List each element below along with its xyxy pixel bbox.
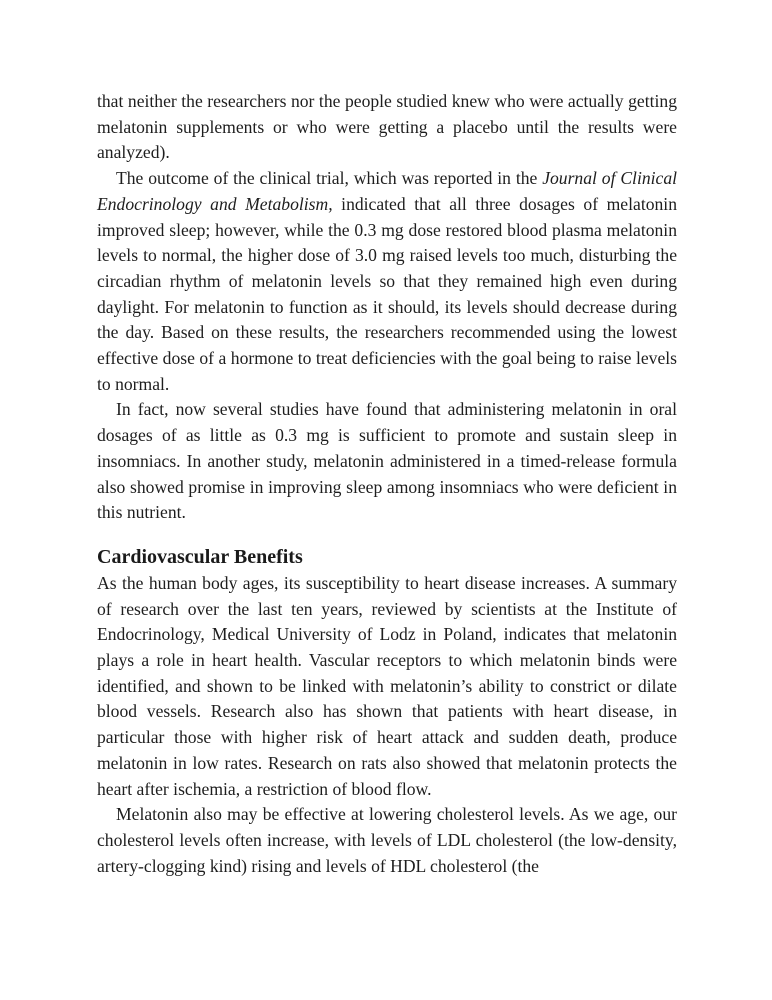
paragraph-cholesterol: Melatonin also may be effective at lowering cholesterol levels. As we age, our cholesterol levels often increase, with levels of LDL cholesterol (the low-density, artery-clogging kind) rising and levels of HDL cholesterol (the xyxy=(97,804,677,876)
page-body xyxy=(97,89,677,879)
paragraph-heart-disease: As the human body ages, its susceptibility to heart disease increases. A summary of research over the last ten years, reviewed by scientists at the Institute of Endocrinology, Medical University of Lodz in Poland, indicates that melatonin plays a role in heart health. Vascular receptors to which melatonin binds were identified, and shown to be linked with melatonin’s ability to constrict or dilate blood vessels. Research also has shown that patients with heart disease, in particular those with higher risk of heart attack and sudden death, produce melatonin in low rates. Research on rats also showed that melatonin protects the heart after ischemia, a restriction of blood flow. xyxy=(97,572,677,799)
paragraph-continuation: that neither the researchers nor the people studied knew who were actually getting melatonin supplements or who were getting a placebo until the results were analyzed). xyxy=(97,91,677,163)
paragraph-clinical-trial-outcome xyxy=(97,166,677,397)
journal-title: Journal of Clinical Endocrinology and Metabolism, xyxy=(97,168,678,214)
paragraph-text-after: indicated that all three dosages of melatonin improved sleep; however, while the 0.3 mg dose restored blood plasma melatonin levels to normal, the higher dose of 3.0 mg raised levels too much, disturbing the circadian rhythm of melatonin levels so that they remained high even during daylight. For melatonin to function as it should, its levels should decrease during the day. Based on these results, the researchers recommended using the lowest effective dose of a hormone to treat deficiencies with the goal being to raise levels to normal. xyxy=(97,193,677,394)
paragraph-text-before: The outcome of the clinical trial, which was reported in the xyxy=(116,168,543,189)
section-heading: Cardiovascular Benefits xyxy=(97,545,303,568)
paragraph-oral-dosages: In fact, now several studies have found that administering melatonin in oral dosages of as little as 0.3 mg is sufficient to promote and sustain sleep in insomniacs. In another study, melatonin administered in a timed-release formula also showed promise in improving sleep among insomniacs who were deficient in this nutrient. xyxy=(97,399,677,523)
